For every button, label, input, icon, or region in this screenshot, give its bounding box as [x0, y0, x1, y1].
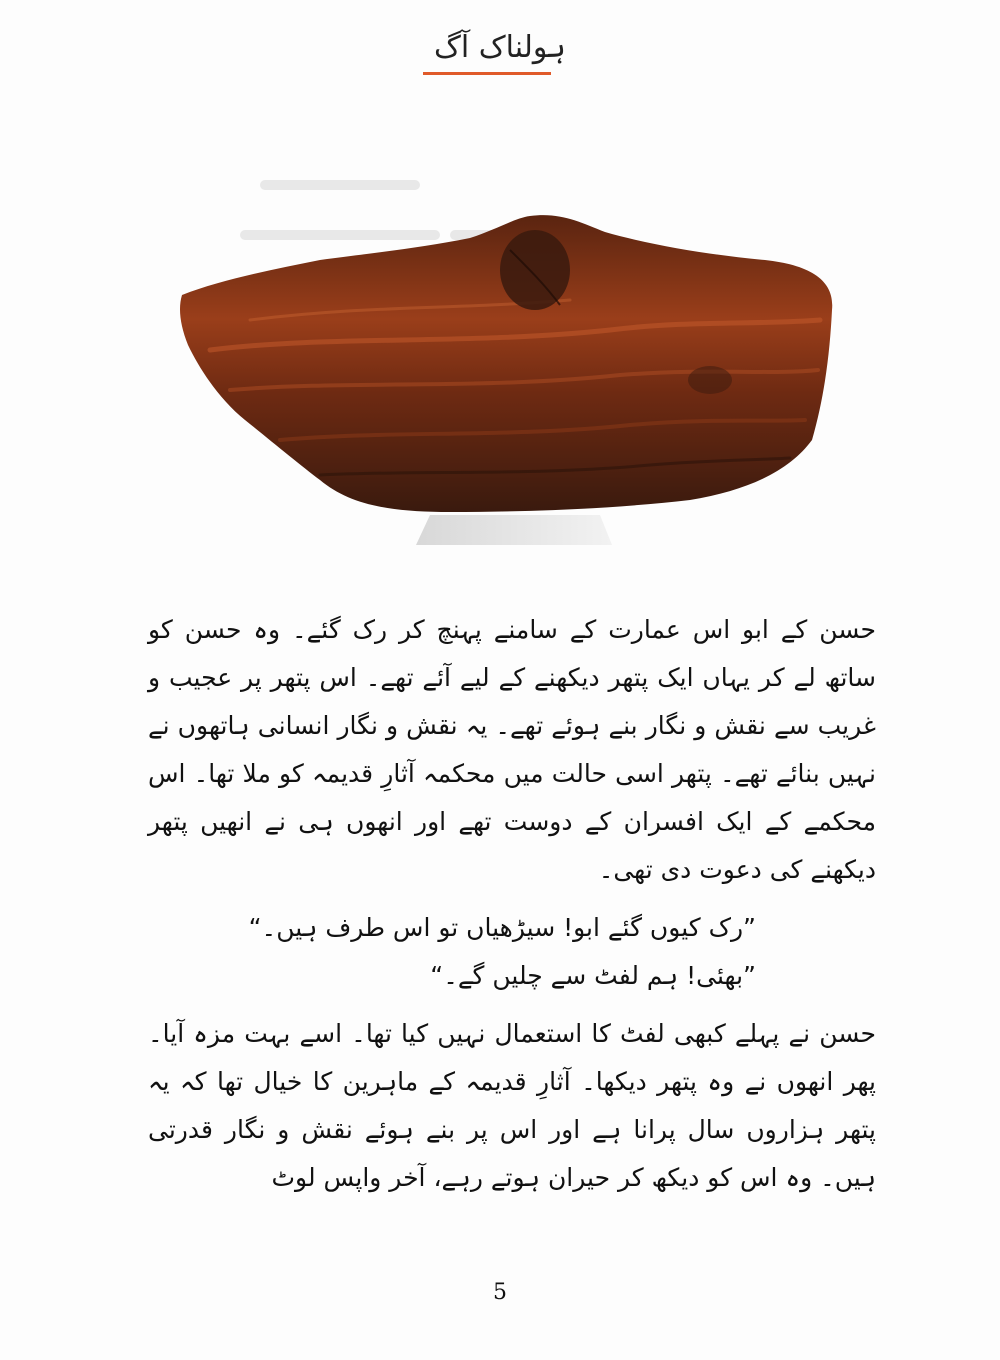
paragraph: حسن کے ابو اس عمارت کے سامنے پہنچ کر رک گئے۔ وہ حسن کو ساتھ لے کر یہاں ایک پتھر دیکھنے کے لیے آئے تھے۔ اس پتھر پر عجیب و غریب سے نقش و نگار بنے ہوئے تھے۔ یہ نقش و نگار انسانی ہاتھوں نے نہیں بنائے تھے۔ پتھر اسی حالت میں محکمہ آثارِ قدیمہ کو ملا تھا۔ اس محکمے کے ایک افسران کے دوست تھے اور انھوں ہی نے انھیں پتھر دیکھنے کی دعوت دی تھی۔ [148, 615, 876, 884]
story-text [148, 606, 876, 1202]
fossil-rock-photo-icon [150, 120, 850, 550]
title-underline [423, 72, 551, 75]
chapter-title: ہولناک آگ [434, 30, 566, 65]
dialogue-line: ”رک کیوں گئے ابو! سیڑھیاں تو اس طرف ہیں۔“ [248, 913, 756, 942]
fossil-imprint [500, 230, 570, 310]
chapter-header [0, 28, 1000, 68]
display-stand [416, 515, 612, 545]
paragraph: حسن نے پہلے کبھی لفٹ کا استعمال نہیں کیا تھا۔ اسے بہت مزہ آیا۔ پھر انھوں نے وہ پتھر دیکھا۔ آثارِ قدیمہ کے ماہرین کا خیال تھا کہ یہ پتھر ہزاروں سال پرانا ہے اور اس پر بنے ہوئے نقش و نگار قدرتی ہیں۔ وہ اس کو دیکھ کر حیران ہوتے رہے، آخر واپس لوٹ [148, 1019, 876, 1192]
dialogue-line: ”بھئی! ہم لفٹ سے چلیں گے۔“ [430, 961, 756, 990]
page-number: 5 [493, 1280, 507, 1305]
